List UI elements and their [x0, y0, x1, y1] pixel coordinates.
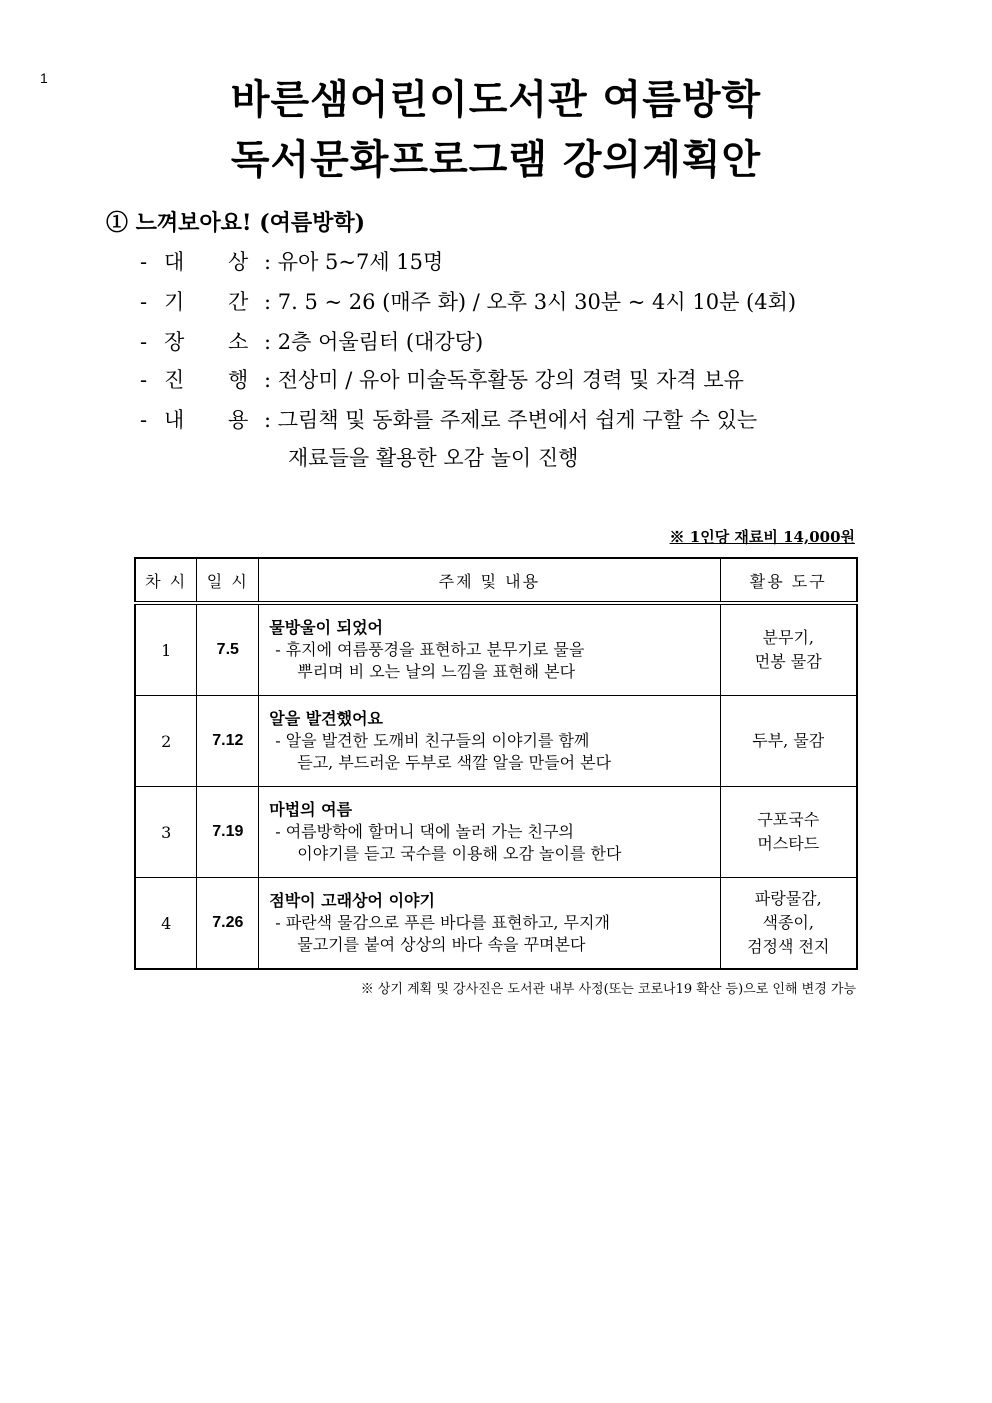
header-content: 주제 및 내용: [259, 558, 720, 603]
table-header-row: [135, 558, 857, 603]
info-period: - 기 간 : 7. 5 ~ 26 (매주 화) / 오후 3시 30분 ~ 4시 10분 (4회): [140, 290, 797, 314]
page-number: 1: [40, 70, 48, 86]
info-target: - 대 상 : 유아 5~7세 15명: [140, 250, 444, 274]
schedule-table: [134, 557, 858, 970]
section-heading: ① 느껴보아요! (여름방학): [106, 210, 366, 236]
table-row: 1 7.5 물방울이 되었어 - 휴지에 여름풍경을 표현하고 분무기로 물을 뿌리며 비 오는 날의 느낌을 표현해 본다 분무기, 먼봉 물감: [135, 603, 857, 696]
table-row: 3 7.19 마법의 여름 - 여름방학에 할머니 댁에 놀러 가는 친구의 이야기를 듣고 국수를 이용해 오감 놀이를 한다 구포국수 머스타드: [135, 787, 857, 878]
info-content: - 내 용 : 그림책 및 동화를 주제로 주변에서 쉽게 구할 수 있는: [140, 408, 758, 432]
row-title: 점박이 고래상어 이야기: [269, 891, 435, 910]
material-fee-note: ※ 1인당 재료비 14,000원: [669, 528, 855, 546]
row-title: 알을 발견했어요: [269, 709, 383, 728]
info-place: - 장 소 : 2층 어울림터 (대강당): [140, 330, 484, 354]
info-content-continued: 재료들을 활용한 오감 놀이 진행: [288, 446, 579, 470]
header-tools: 활용 도구: [720, 558, 857, 603]
table-row: 2 7.12 알을 발견했어요 - 알을 발견한 도깨비 친구들의 이야기를 함께 듣고, 부드러운 두부로 색깔 알을 만들어 본다 두부, 물감: [135, 696, 857, 787]
table-row: 4 7.26 점박이 고래상어 이야기 - 파란색 물감으로 푸른 바다를 표현하고, 무지개 물고기를 붙여 상상의 바다 속을 꾸며본다 파랑물감, 색종이, 검정색 전지: [135, 878, 857, 970]
page-title-line1: 바른샘어린이도서관 여름방학: [230, 77, 762, 123]
page-title-line2: 독서문화프로그램 강의계획안: [230, 137, 762, 183]
info-instructor: - 진 행 : 전상미 / 유아 미술독후활동 강의 경력 및 자격 보유: [140, 368, 744, 392]
row-title: 물방울이 되었어: [269, 618, 383, 637]
row-title: 마법의 여름: [269, 800, 353, 819]
header-date: 일 시: [197, 558, 259, 603]
footnote: ※ 상기 계획 및 강사진은 도서관 내부 사정(또는 코로나19 확산 등)으로 인해 변경 가능: [360, 982, 856, 997]
header-session: 차 시: [135, 558, 197, 603]
